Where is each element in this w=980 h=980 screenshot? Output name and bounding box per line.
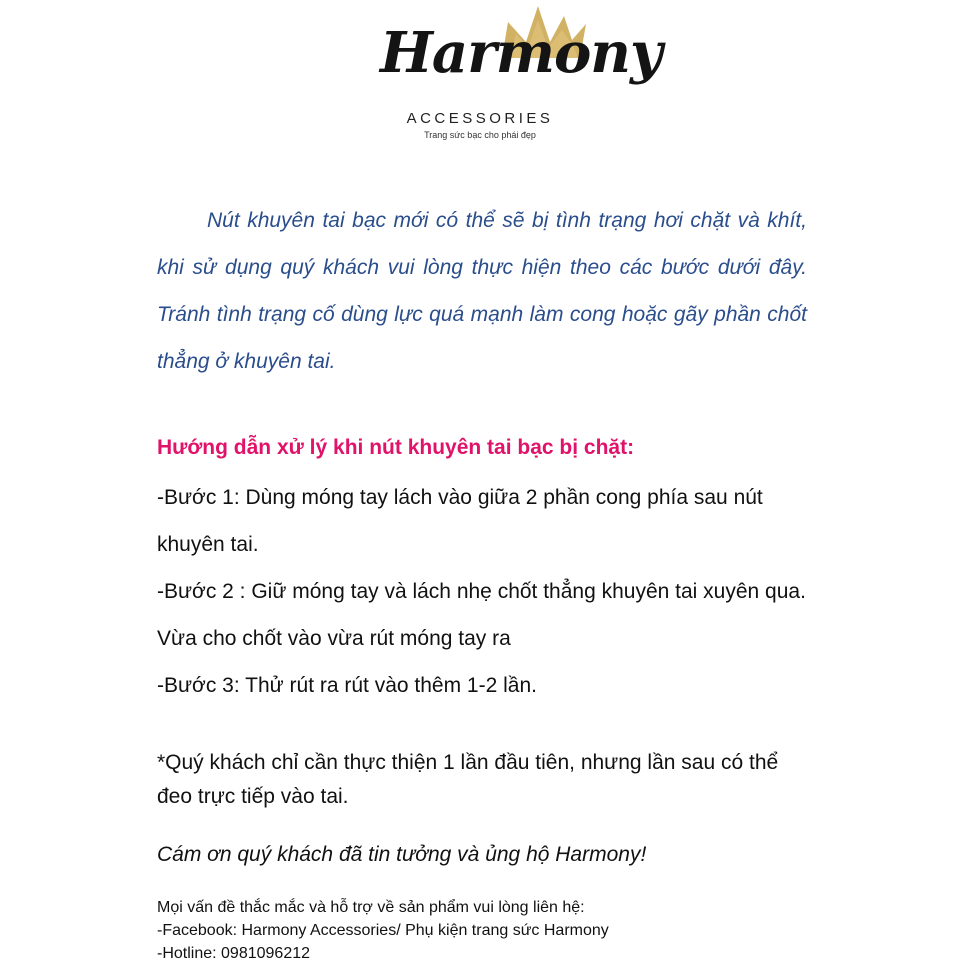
contact-facebook: -Facebook: Harmony Accessories/ Phụ kiện trang sức Harmony <box>157 922 609 939</box>
logo-tagline: Trang sức bạc cho phái đẹp <box>424 130 536 140</box>
contact-hotline: -Hotline: 0981096212 <box>157 945 311 962</box>
contact-block <box>157 896 609 965</box>
guide-step-2: -Bước 2 : Giữ móng tay và lách nhẹ chốt thẳng khuyên tai xuyên qua. Vừa cho chốt vào vừa rút móng tay ra <box>157 580 806 650</box>
guide-step-1: -Bước 1: Dùng móng tay lách vào giữa 2 phần cong phía sau nút khuyên tai. <box>157 486 763 556</box>
guide-title: Hướng dẫn xử lý khi nút khuyên tai bạc bị chặt: <box>157 436 635 459</box>
logo-subtitle: ACCESSORIES <box>406 110 554 127</box>
logo-wordmark: Harmony <box>380 20 662 86</box>
brand-logo <box>380 0 662 150</box>
note-paragraph: *Quý khách chỉ cần thực thiện 1 lần đầu tiên, nhưng lần sau có thể đeo trực tiếp vào tai. <box>157 751 779 808</box>
guide-step-3: -Bước 3: Thử rút ra rút vào thêm 1-2 lần. <box>157 674 537 697</box>
thanks-line: Cám ơn quý khách đã tin tưởng và ủng hộ Harmony! <box>157 843 647 866</box>
intro-paragraph: Nút khuyên tai bạc mới có thể sẽ bị tình trạng hơi chặt và khít, khi sử dụng quý khách vui lòng thực hiện theo các bước dưới đây. Tránh tình trạng cố dùng lực quá mạnh làm cong hoặc gãy phần chốt thẳng ở khuyên tai. <box>157 209 807 373</box>
contact-intro: Mọi vấn đề thắc mắc và hỗ trợ về sản phẩm vui lòng liên hệ: <box>157 899 585 916</box>
